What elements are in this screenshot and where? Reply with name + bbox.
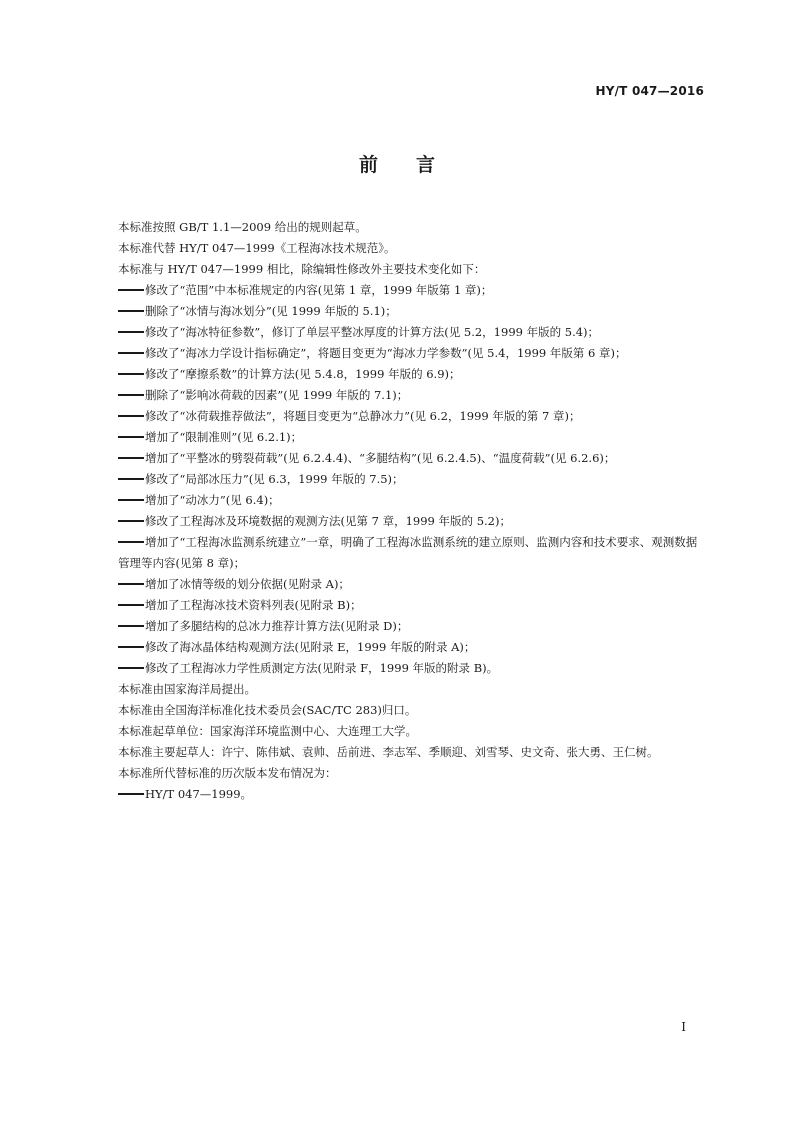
paragraph: 本标准与 HY/T 047—1999 相比，除编辑性修改外主要技术变化如下： — [118, 262, 486, 276]
dash-mark — [118, 478, 144, 480]
dash-mark — [118, 793, 144, 795]
page-title: 前言 — [358, 154, 473, 176]
paragraph: 本标准由国家海洋局提出。 — [118, 682, 256, 696]
dash-mark — [118, 310, 144, 312]
foreword-body — [118, 217, 708, 805]
change-item — [118, 385, 708, 406]
change-text: 修改了“冰荷载推荐做法”，将题目变更为“总静冰力”(见 6.2，1999 年版的第 7 章)； — [145, 409, 581, 423]
dash-mark — [118, 436, 144, 438]
dash-mark — [118, 394, 144, 396]
change-item — [118, 448, 708, 469]
change-text: 修改了工程海冰及环境数据的观测方法(见第 7 章，1999 年版的 5.2)； — [145, 514, 511, 528]
change-item — [118, 658, 708, 679]
paragraph: 本标准所代替标准的历次版本发布情况为： — [118, 766, 337, 780]
dash-mark — [118, 625, 144, 627]
change-text: 修改了海冰晶体结构观测方法(见附录 E，1999 年版的附录 A)； — [145, 640, 476, 654]
dash-mark — [118, 352, 144, 354]
dash-mark — [118, 646, 144, 648]
change-item — [118, 490, 708, 511]
change-item — [118, 322, 708, 343]
dash-mark — [118, 604, 144, 606]
paragraph: 本标准主要起草人：许宁、陈伟斌、袁帅、岳前进、李志军、季顺迎、刘雪琴、史文奇、张大勇、王仁树。 — [118, 745, 659, 759]
change-item — [118, 532, 708, 574]
change-text: 删除了“冰情与海冰划分”(见 1999 年版的 5.1)； — [145, 304, 397, 318]
change-item — [118, 364, 708, 385]
dash-mark — [118, 457, 144, 459]
change-item — [118, 616, 708, 637]
change-text: 修改了“海冰力学设计指标确定”，将题目变更为“海冰力学参数”(见 5.4，1999 年版第 6 章)； — [145, 346, 627, 360]
change-text: 修改了“摩擦系数”的计算方法(见 5.4.8，1999 年版的 6.9)； — [145, 367, 461, 381]
change-item — [118, 343, 708, 364]
change-item — [118, 469, 708, 490]
dash-mark — [118, 331, 144, 333]
change-text: 修改了“范围”中本标准规定的内容(见第 1 章，1999 年版第 1 章)； — [145, 283, 493, 297]
paragraph: 本标准由全国海洋标准化技术委员会(SAC/TC 283)归口。 — [118, 703, 417, 717]
change-text: 增加了多腿结构的总冰力推荐计算方法(见附录 D)； — [145, 619, 409, 633]
change-item — [118, 637, 708, 658]
change-text: 修改了工程海冰力学性质测定方法(见附录 F，1999 年版的附录 B)。 — [145, 661, 499, 675]
change-item — [118, 406, 708, 427]
page-number: I — [681, 1020, 686, 1034]
change-text: 增加了“工程海冰监测系统建立”一章，明确了工程海冰监测系统的建立原则、监测内容和技术要求、观测数据管理等内容(见第 8 章)； — [118, 535, 698, 570]
paragraph: 本标准代替 HY/T 047—1999《工程海冰技术规范》。 — [118, 241, 396, 255]
dash-mark — [118, 667, 144, 669]
change-item — [118, 280, 708, 301]
change-text: 增加了“限制准则”(见 6.2.1)； — [145, 430, 303, 444]
change-text: 修改了“海冰特征参数”，修订了单层平整冰厚度的计算方法(见 5.2，1999 年版的 5.4)； — [145, 325, 600, 339]
change-item — [118, 595, 708, 616]
change-text: 删除了“影响冰荷载的因素”(见 1999 年版的 7.1)； — [145, 388, 409, 402]
change-text: 增加了冰情等级的划分依据(见附录 A)； — [145, 577, 350, 591]
change-item — [118, 511, 708, 532]
document-code: HY/T 047—2016 — [595, 84, 704, 98]
change-item — [118, 427, 708, 448]
dash-mark — [118, 583, 144, 585]
paragraph: 本标准起草单位：国家海洋环境监测中心、大连理工大学。 — [118, 724, 417, 738]
dash-mark — [118, 499, 144, 501]
paragraph: 本标准按照 GB/T 1.1—2009 给出的规则起草。 — [118, 220, 367, 234]
dash-mark — [118, 541, 144, 543]
history-item — [118, 784, 708, 805]
dash-mark — [118, 373, 144, 375]
change-text: 增加了工程海冰技术资料列表(见附录 B)； — [145, 598, 362, 612]
change-text: 增加了“平整冰的劈裂荷载”(见 6.2.4.4)、“多腿结构”(见 6.2.4.5)、“温度荷载”(见 6.2.6)； — [145, 451, 616, 465]
change-text: 增加了“动冰力”(见 6.4)； — [145, 493, 280, 507]
dash-mark — [118, 415, 144, 417]
change-text: 修改了“局部冰压力”(见 6.3，1999 年版的 7.5)； — [145, 472, 404, 486]
dash-mark — [118, 520, 144, 522]
change-item — [118, 574, 708, 595]
history-text: HY/T 047—1999。 — [145, 787, 253, 801]
change-item — [118, 301, 708, 322]
dash-mark — [118, 289, 144, 291]
